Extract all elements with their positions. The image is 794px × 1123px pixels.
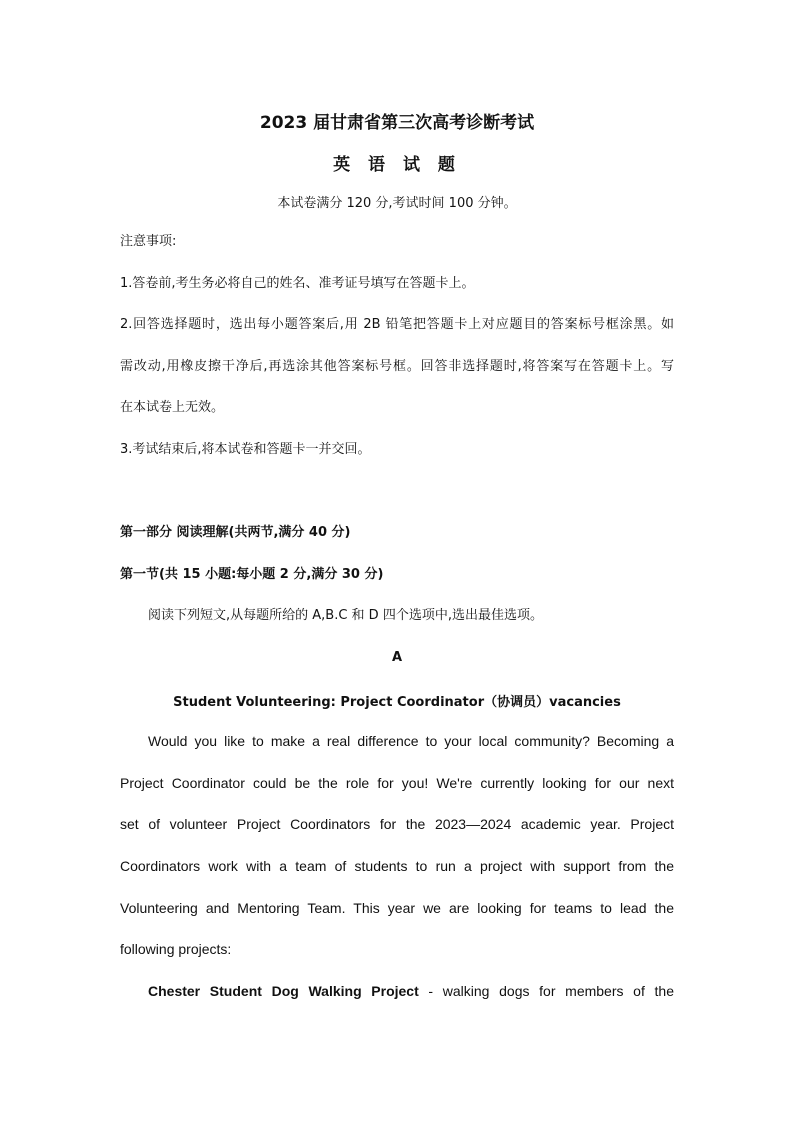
exam-subtitle: 英 语 试 题 [333, 155, 461, 175]
project-name: Chester Student Dog Walking Project [148, 983, 419, 999]
passage-line-6: following projects: [120, 941, 232, 957]
exam-title: 2023 届甘肃省第三次高考诊断考试 [259, 113, 535, 133]
passage-line-2: Project Coordinator could be the role for you! We're currently looking for our next [120, 775, 674, 791]
passage-line-3: set of volunteer Project Coordinators for the 2023—2024 academic year. Project [120, 816, 674, 832]
notes-heading: 注意事项: [120, 234, 177, 249]
passage-label: A [391, 650, 403, 665]
passage-line-1: Would you like to make a real difference to your local community? Becoming a [148, 733, 674, 749]
project-line [148, 982, 674, 1000]
project-description: - walking dogs for members of the [418, 983, 674, 999]
notes-item-2-line-3: 在本试卷上无效。 [120, 400, 225, 415]
section1-heading: 第一节(共 15 小题:每小题 2 分,满分 30 分) [120, 567, 384, 582]
part1-heading: 第一部分 阅读理解(共两节,满分 40 分) [120, 525, 351, 540]
notes-item-1: 1.答卷前,考生务必将自己的姓名、准考证号填写在答题卡上。 [120, 276, 475, 291]
reading-instruction: 阅读下列短文,从每题所给的 A,B.C 和 D 四个选项中,选出最佳选项。 [148, 608, 543, 623]
passage-line-4: Coordinators work with a team of students to run a project with support from the [120, 858, 674, 874]
exam-intro: 本试卷满分 120 分,考试时间 100 分钟。 [277, 196, 517, 211]
passage-title: Student Volunteering: Project Coordinator（协调员）vacancies [173, 695, 621, 710]
passage-line-5: Volunteering and Mentoring Team. This year we are looking for teams to lead the [120, 900, 674, 916]
notes-item-3: 3.考试结束后,将本试卷和答题卡一并交回。 [120, 442, 371, 457]
notes-item-2-line-1: 2.回答选择题时，选出每小题答案后,用 2B 铅笔把答题卡上对应题目的答案标号框涂黑。如 [120, 317, 674, 332]
notes-item-2-line-2: 需改动,用橡皮擦干净后,再选涂其他答案标号框。回答非选择题时,将答案写在答题卡上。写 [120, 359, 674, 374]
